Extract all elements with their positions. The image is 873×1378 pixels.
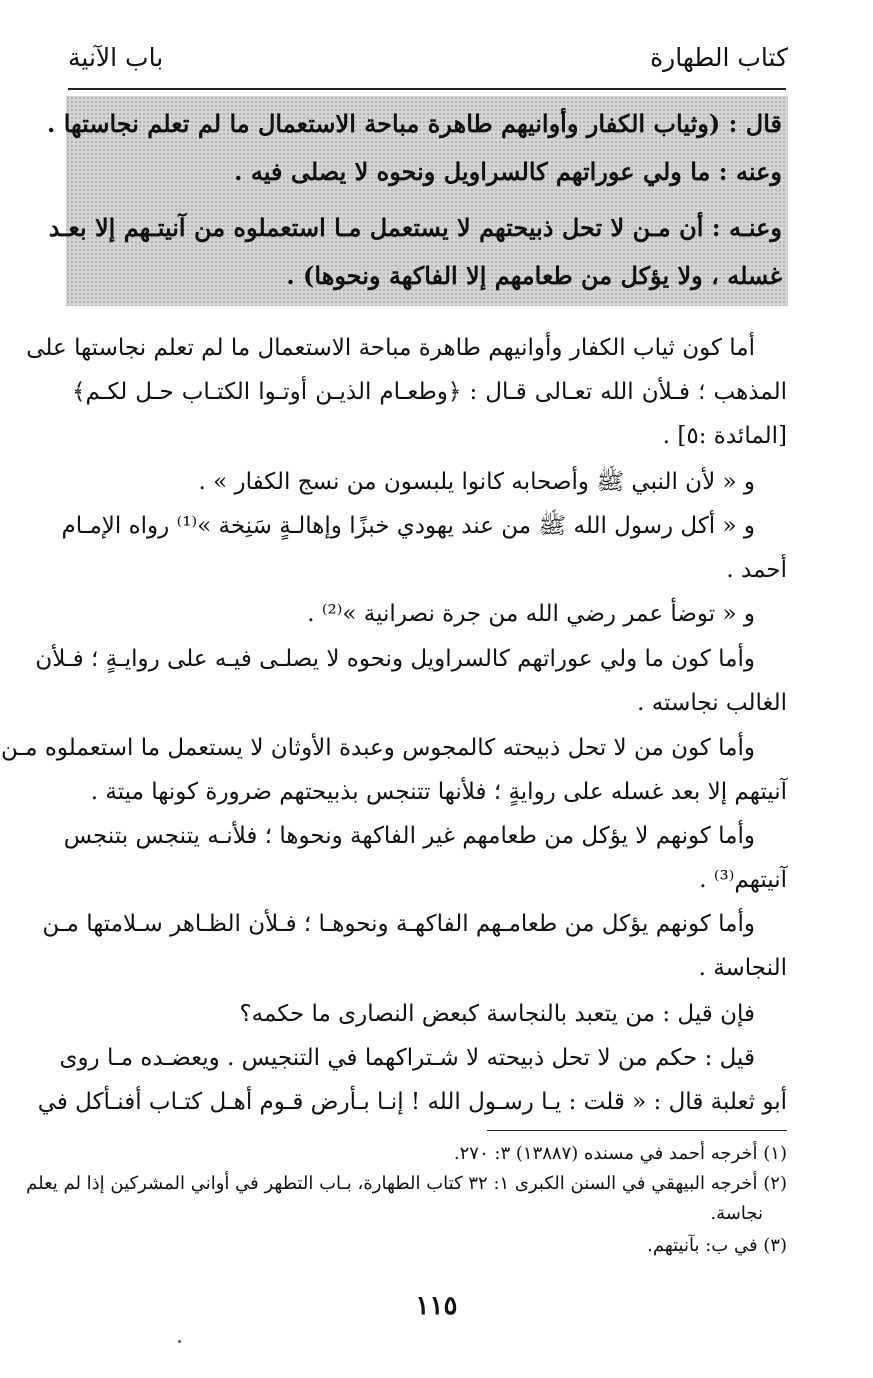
body-line: وأما كونهم لا يؤكل من طعامهم غير الفاكهة ونحوها ؛ فلأنـه يتنجس بتنجس xyxy=(63,823,755,849)
matn-line: غسله ، ولا يؤكل من طعامهم إلا الفاكهة ونحوها) . xyxy=(286,261,782,290)
chapter-title: باب الآنية xyxy=(68,43,164,72)
matn-line: وعنه : ما ولي عوراتهم كالسراويل ونحوه لا يصلى فيه . xyxy=(234,157,782,186)
body-line: النجاسة . xyxy=(698,955,787,981)
running-head xyxy=(68,38,788,78)
body-line: آنيتهم إلا بعد غسله على روايةٍ ؛ فلأنها تتنجس بذبيحتهم ضرورة كونها ميتة . xyxy=(90,779,787,805)
header-rule xyxy=(68,88,786,90)
body-line: وأما كونهم يؤكل من طعامـهم الفاكهـة ونحوهـا ؛ فـلأن الظـاهر سـلامتها مـن xyxy=(42,911,755,937)
footnote: (٢) أخرجه البيهقي في السنن الكبرى ١: ٣٢ كتاب الطهارة، بـاب التطهر في أواني المشركين إذا لم يعلم xyxy=(26,1173,787,1194)
body-line: الغالب نجاسته . xyxy=(637,690,787,716)
body-line: أبو ثعلبة قال : « قلت : يـا رسـول الله ! إنـا بـأرض قـوم أهـل كتـاب أفنـأكل في xyxy=(37,1089,787,1115)
body-line: وأما كون ما ولي عوراتهم كالسراويل ونحوه لا يصلـى فيـه على روايـةٍ ؛ فـلأن xyxy=(35,646,755,672)
body-line: أما كون ثياب الكفار وأوانيهم طاهرة مباحة الاستعمال ما لم تعلم نجاستها على xyxy=(26,335,755,361)
body-line: و « أكل رسول الله ﷺ من عند يهودي خبزًا وإهالـةٍ سَنِخة »⁽¹⁾ رواه الإمـام xyxy=(61,513,755,539)
body-line: و « توضأ عمر رضي الله من جرة نصرانية »⁽²⁾ . xyxy=(307,601,755,627)
footnote: (٣) في ب: بآنيتهم. xyxy=(647,1235,787,1256)
footnote-rule xyxy=(487,1130,787,1131)
body-line: المذهب ؛ فـلأن الله تعـالى قـال : ﴿وطعـام الذيـن أوتـوا الكتـاب حـل لكـم﴾ xyxy=(72,379,787,405)
page-number: ١١٥ xyxy=(415,1291,458,1321)
matn-highlight-box xyxy=(47,96,788,306)
matn-line: وعنـه : أن مـن لا تحل ذبيحتهم لا يستعمل مـا استعملوه من آنيتـهم إلا بعـد xyxy=(48,213,782,242)
footnote: (١) أخرجه أحمد في مسنده (١٣٨٨٧) ٣: ٢٧٠. xyxy=(453,1143,787,1164)
body-line: و « لأن النبي ﷺ وأصحابه كانوا يلبسون من نسج الكفار » . xyxy=(198,469,755,495)
footnote: نجاسة. xyxy=(710,1203,763,1224)
body-line: فإن قيل : من يتعبد بالنجاسة كبعض النصارى ما حكمه؟ xyxy=(239,1001,755,1027)
matn-line: قال : (وثياب الكفار وأوانيهم طاهرة مباحة الاستعمال ما لم تعلم نجاستها . xyxy=(47,109,782,138)
body-line: أحمد . xyxy=(726,557,787,583)
book-title: كتاب الطهارة xyxy=(650,43,788,72)
body-line: [المائدة :٥] . xyxy=(662,423,787,449)
body-line: وأما كون من لا تحل ذبيحته كالمجوس وعبدة الأوثان لا يستعمل ما استعملوه مـن xyxy=(0,735,755,761)
body-line: آنيتهم⁽³⁾ . xyxy=(699,867,787,893)
scan-speck xyxy=(178,1340,181,1343)
body-line: قيل : حكم من لا تحل ذبيحته لا شـتراكهما في التنجيس . ويعضـده مـا روى xyxy=(59,1045,755,1071)
